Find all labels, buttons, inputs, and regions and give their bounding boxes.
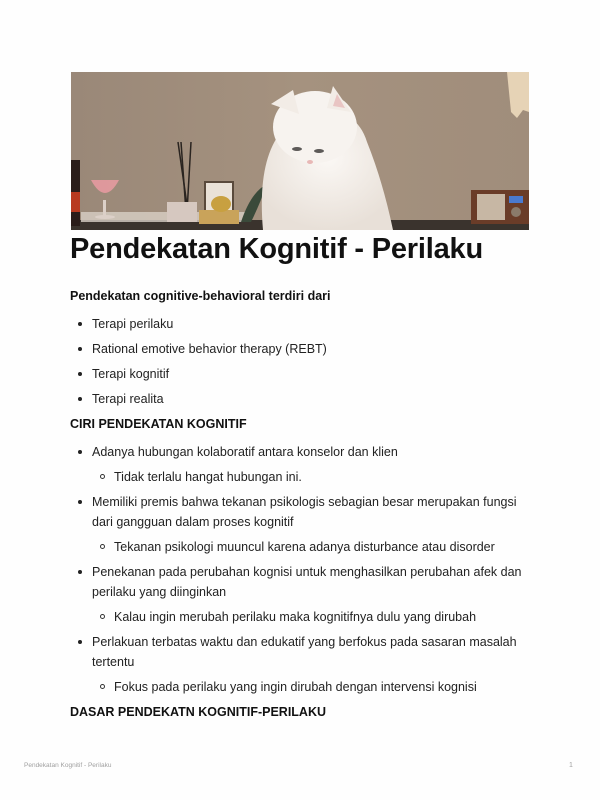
sub-list [92, 607, 540, 627]
dasar-heading: DASAR PENDEKATN KOGNITIF-PERILAKU [70, 705, 327, 719]
sub-list-item: Tekanan psikologi muuncul karena adanya disturbance atau disorder [92, 537, 540, 557]
intro-heading: Pendekatan cognitive-behavioral terdiri dari [70, 289, 331, 303]
list-item [70, 492, 540, 557]
sub-list-item: Tidak terlalu hangat hubungan ini. [92, 467, 540, 487]
intro-list [70, 314, 540, 409]
ciri-heading: CIRI PENDEKATAN KOGNITIF [70, 417, 247, 431]
document-title: Pendekatan Kognitif - Perilaku [70, 233, 483, 265]
footer-page-number: 1 [569, 762, 573, 769]
list-item [70, 632, 540, 697]
header-photo [71, 72, 529, 230]
sub-list [92, 677, 540, 697]
sub-list-item: Fokus pada perilaku yang ingin dirubah dengan intervensi kognisi [92, 677, 540, 697]
ciri-list [70, 442, 540, 697]
list-item [70, 562, 540, 627]
list-item-text: Terapi perilaku [92, 317, 174, 331]
kitten-photo-illustration [71, 72, 529, 230]
list-item [70, 442, 540, 487]
list-item [70, 339, 540, 359]
sub-list-item: Kalau ingin merubah perilaku maka kognitifnya dulu yang dirubah [92, 607, 540, 627]
list-item [70, 364, 540, 384]
sub-list [92, 537, 540, 557]
list-item-text: Adanya hubungan kolaboratif antara konselor dan klien [92, 445, 398, 459]
list-item-text: Memiliki premis bahwa tekanan psikologis sebagian besar merupakan fungsi dari gangguan dalam proses kognitif [92, 495, 517, 529]
list-item-text: Terapi kognitif [92, 367, 170, 381]
document-body [70, 286, 540, 730]
list-item-text: Rational emotive behavior therapy (REBT) [92, 342, 327, 356]
list-item-text: Perlakuan terbatas waktu dan edukatif yang berfokus pada sasaran masalah tertentu [92, 635, 517, 669]
list-item [70, 314, 540, 334]
sub-list [92, 467, 540, 487]
list-item [70, 389, 540, 409]
list-item-text: Penekanan pada perubahan kognisi untuk menghasilkan perubahan afek dan perilaku yang diinginkan [92, 565, 522, 599]
list-item-text: Terapi realita [92, 392, 164, 406]
footer-doc-title: Pendekatan Kognitif - Perilaku [24, 762, 112, 769]
